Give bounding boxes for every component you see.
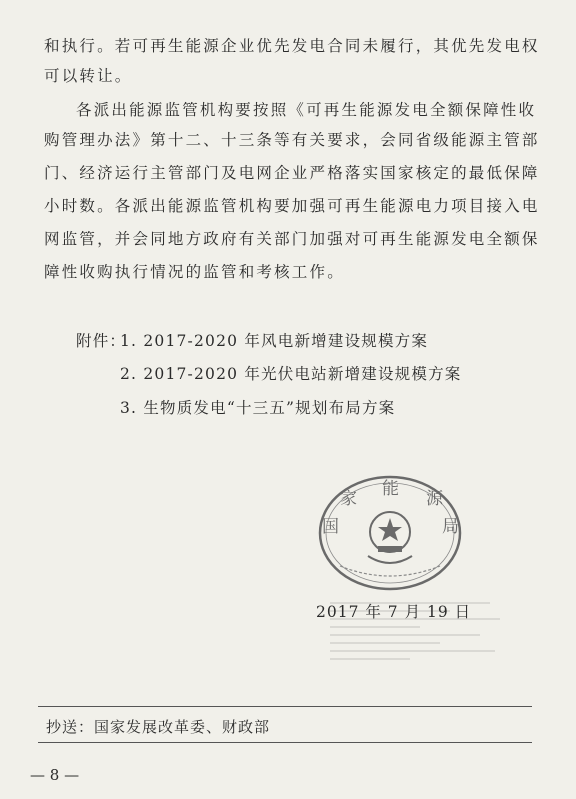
official-seal (316, 474, 464, 592)
issue-date: 2017 年 7 月 19 日 (316, 603, 472, 621)
svg-text:国: 国 (322, 517, 339, 537)
paragraph-1-line-2: 可以转让。 (44, 67, 133, 85)
svg-text:源: 源 (426, 489, 443, 509)
cc-line: 抄送：国家发展改革委、财政部 (46, 718, 271, 736)
paragraph-2-line-4: 小时数。各派出能源监管机构要加强可再生能源电力项目接入电 (44, 197, 540, 215)
cc-top-rule (38, 706, 532, 707)
attachment-item-2: 2. 2017-2020 年光伏电站新增建设规模方案 (120, 365, 462, 383)
attachment-item-1: 1. 2017-2020 年风电新增建设规模方案 (120, 332, 429, 350)
page-number: — 8 — (30, 766, 80, 784)
paragraph-2-line-2: 购管理办法》第十二、十三条等有关要求，会同省级能源主管部 (44, 131, 540, 149)
paragraph-2-line-6: 障性收购执行情况的监管和考核工作。 (44, 263, 345, 281)
paragraph-2-line-1: 各派出能源监管机构要按照《可再生能源发电全额保障性收 (76, 101, 537, 119)
paragraph-1-line-1: 和执行。若可再生能源企业优先发电合同未履行，其优先发电权 (44, 37, 540, 55)
cc-bottom-rule (38, 742, 532, 743)
attachments-label: 附件： (76, 332, 127, 350)
paragraph-2-line-3: 门、经济运行主管部门及电网企业严格落实国家核定的最低保障 (44, 164, 540, 182)
svg-text:家: 家 (340, 489, 357, 509)
svg-text:局: 局 (442, 517, 459, 537)
attachment-item-3: 3. 生物质发电“十三五”规划布局方案 (120, 399, 396, 417)
svg-text:能: 能 (382, 479, 399, 499)
paragraph-2-line-5: 网监管，并会同地方政府有关部门加强对可再生能源发电全额保 (44, 230, 540, 248)
